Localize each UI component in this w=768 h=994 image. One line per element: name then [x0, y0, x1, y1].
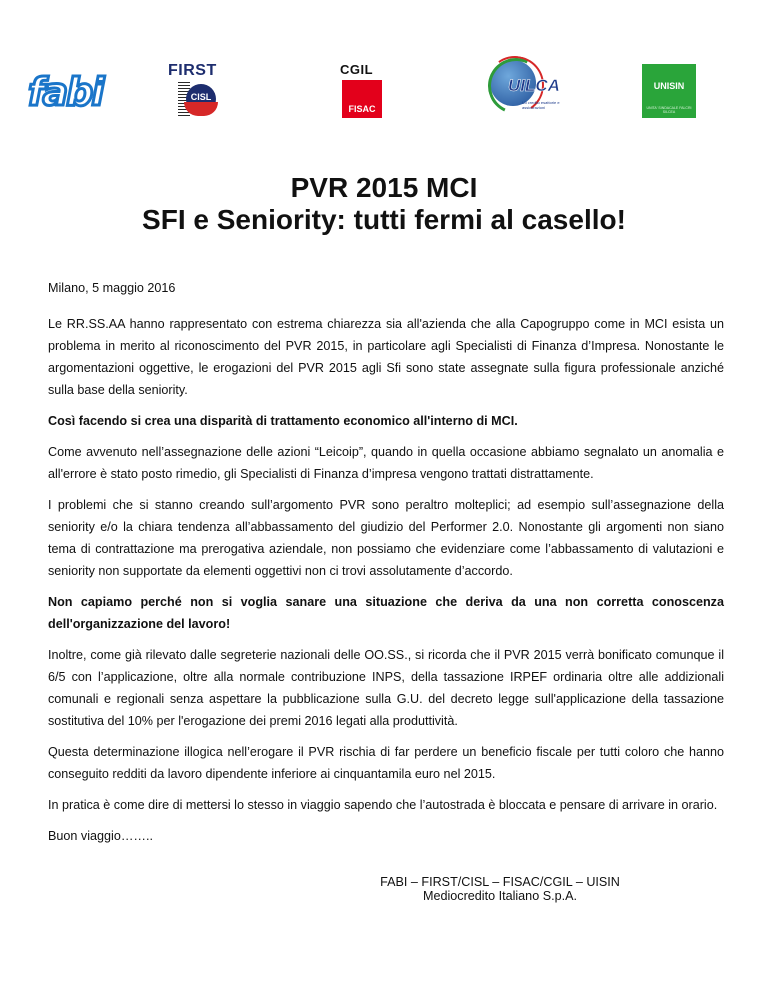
- uilca-logo-subtitle: Uil credito esattorie e assicurazioni: [522, 100, 560, 110]
- paragraph-3: Come avvenuto nell’assegnazione delle azioni “Leicoip”, quando in quella occasione abbiamo segnalato un anomalia e all'errore è stato posto rimedio, gli Specialisti di Finanza d’impresa vengono trattati distrattamente.: [48, 445, 724, 481]
- fisac-red-block: [342, 80, 382, 118]
- logo-bar: [0, 0, 768, 140]
- signature-unions: FABI – FIRST/CISL – FISAC/CGIL – UISIN: [380, 875, 620, 889]
- paragraph-7: Questa determinazione illogica nell’erogare il PVR rischia di far perdere un beneficio fiscale per tutti coloro che hanno conseguito redditi da lavoro dipendente inferiore ai cinquantamila euro nel 2015.: [48, 745, 724, 781]
- paragraph-5-emphasis: Non capiamo perché non si voglia sanare una situazione che deriva da una non corretta conoscenza dell'organizzazione del lavoro!: [48, 595, 724, 631]
- uilca-logo: [490, 58, 580, 120]
- signature-company: Mediocredito Italiano S.p.A.: [422, 889, 577, 903]
- unisin-logo-subtitle: UNITA' SINDACALE FALCRI SILCEA: [646, 106, 692, 114]
- unisin-logo-text: UNISIN: [653, 81, 685, 91]
- cgil-fisac-logo: [340, 62, 384, 118]
- paragraph-6: Inoltre, come già rilevato dalle segreterie nazionali delle OO.SS., si ricorda che il PVR 2015 verrà bonificato comunque il 6/5 con l’applicazione, oltre alla normale contribuzione INPS, della tassazione IRPEF ordinaria oltre alle addizionali comunali e regionali senza aspettare la pubblicazione sulla G.U. del decreto legge sull'applicazione della tassazione sostitutiva del 10% per l'erogazione dei premi 2016 legati alla produttività.: [48, 648, 724, 728]
- closing-line: Buon viaggio……..: [48, 829, 154, 843]
- fabi-logo-text: fabi: [28, 70, 103, 114]
- title-line-1: PVR 2015 MCI: [290, 172, 478, 203]
- paragraph-8: In pratica è come dire di mettersi lo stesso in viaggio sapendo che l’autostrada è bloccata e pensare di arrivare in orario.: [48, 798, 718, 812]
- unisin-logo: [642, 64, 696, 118]
- document-body: [48, 277, 724, 856]
- first-cisl-logo: [168, 62, 228, 122]
- paragraph-2-emphasis: Così facendo si crea una disparità di trattamento economico all'interno di MCI.: [48, 414, 518, 428]
- paragraph-1: Le RR.SS.AA hanno rappresentato con estrema chiarezza sia all'azienda che alla Capogruppo come in MCI esista un problema in merito al riconoscimento del PVR 2015, in particolare agli Specialisti di Finanza d’Impresa. Nonostante le argomentazioni oggettive, le erogazioni del PVR 2015 agli Sfi sono state assegnate sulla figura professionale anziché sulla base della seniority.: [48, 317, 724, 397]
- paragraph-4: I problemi che si stanno creando sull’argomento PVR sono peraltro molteplici; ad esempio sull’assegnazione della seniority e/o la chiara tendenza all’abbassamento del giudizio del Performer 2.0. Nonostante gli argomenti non siano tema di contrattazione ma prerogativa aziendale, non possiamo che evidenziare come l’abbassamento di valutazioni e seniority non supportate da elementi oggettivi non ci trovi assolutamente d’accordo.: [48, 498, 724, 578]
- document-date: Milano, 5 maggio 2016: [48, 281, 176, 295]
- uilca-logo-text: UILCA: [508, 76, 560, 95]
- fabi-logo: [28, 68, 103, 116]
- cgil-logo-text: CGIL: [340, 62, 374, 77]
- document-title: [0, 172, 768, 236]
- fisac-logo-text: FISAC: [348, 104, 376, 114]
- first-logo-title: FIRST: [168, 62, 217, 79]
- cisl-badge-text: CISL: [190, 92, 212, 102]
- title-line-2: SFI e Seniority: tutti fermi al casello!: [142, 204, 626, 235]
- signature-block: [320, 875, 680, 903]
